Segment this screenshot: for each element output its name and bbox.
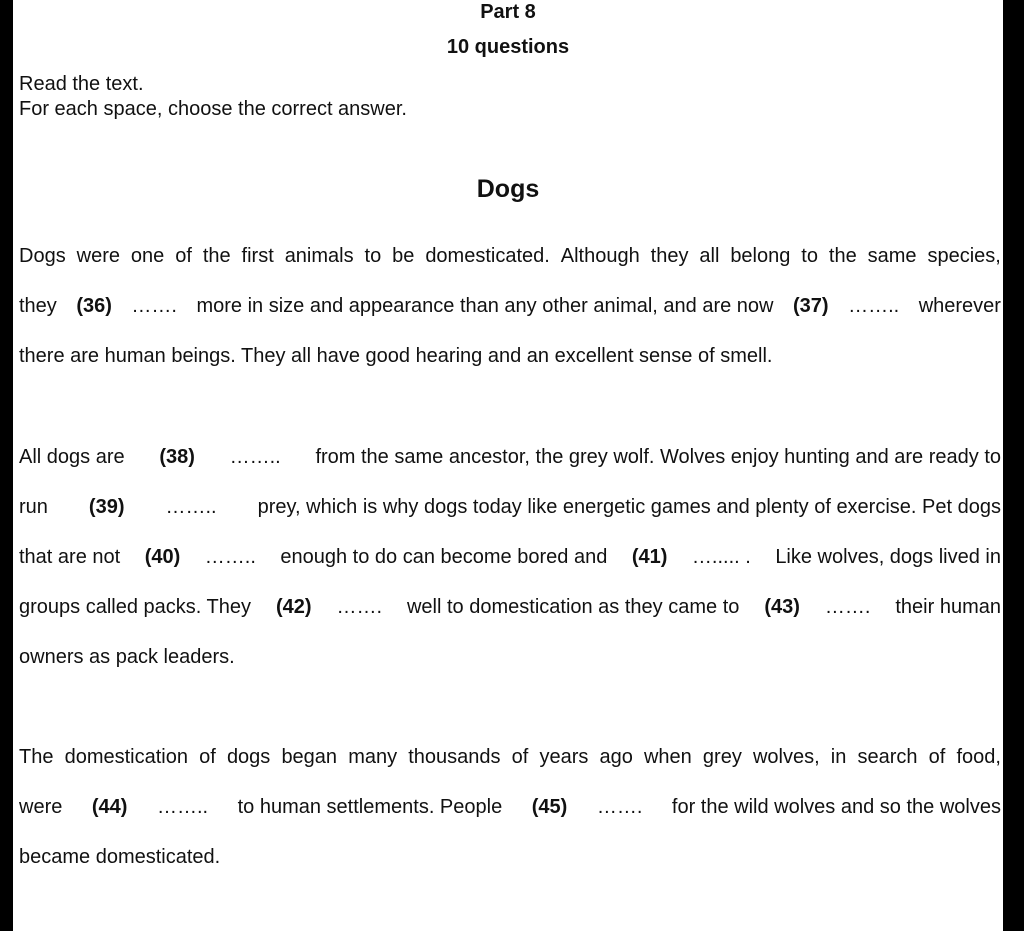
text-line [19,242,1001,270]
text-segment: their human [895,596,1001,618]
text-word: of [175,245,192,267]
text-line [19,593,1001,621]
gap-number: (44) [91,796,128,818]
text-line [19,292,1001,320]
gap-number: (36) [76,295,112,317]
text-segment: that are not [19,546,121,568]
text-segment: All dogs are [19,446,125,468]
text-word: animals [284,245,354,267]
text-word: domestication [64,746,188,768]
text-word: same [867,245,917,267]
text-word: began [281,746,338,768]
text-word: they [650,245,689,267]
worksheet-page [13,0,1003,931]
instruction-line: Read the text. [19,73,144,95]
text-word: in [830,746,847,768]
text-word: ago [599,746,633,768]
text-segment: for the wild wolves and so the wolves [671,796,1001,818]
text-segment: wherever [918,295,1001,317]
text-line [19,793,1001,821]
instruction-line: For each space, choose the correct answer. [19,98,407,120]
text-segment: run [19,496,48,518]
answer-gap[interactable]: …….. [848,295,900,317]
text-word: wolves, [752,746,820,768]
text-word: The [19,746,54,768]
answer-gap[interactable]: …….. [204,546,256,568]
text-word: search [857,746,918,768]
text-line: owners as pack leaders. [19,646,235,668]
text-word: to [801,245,818,267]
text-segment: Like wolves, dogs lived in [775,546,1001,568]
gap-number: (37) [792,295,829,317]
answer-gap[interactable]: ……. [131,295,177,317]
text-segment: groups called packs. They [19,596,251,618]
text-segment: enough to do can become bored and [280,546,608,568]
text-word: thousands [408,746,501,768]
question-count: 10 questions [446,36,570,58]
text-segment: to human settlements. People [237,796,503,818]
answer-gap[interactable]: ……. [824,596,871,618]
answer-gap[interactable]: …….. [156,796,209,818]
part-label: Part 8 [480,1,536,23]
text-word: the [828,245,857,267]
text-line [19,743,1001,771]
text-segment: from the same ancestor, the grey wolf. Wolves enjoy hunting and are ready to [315,446,1001,468]
text-word: grey [702,746,742,768]
text-word: species, [927,245,1001,267]
text-word: when [643,746,692,768]
text-word: belong [730,245,791,267]
answer-gap[interactable]: …….. [229,446,281,468]
text-word: many [348,746,398,768]
answer-gap[interactable]: ……. [596,796,643,818]
text-line [19,543,1001,571]
gap-number: (39) [88,496,125,518]
text-word: be [392,245,415,267]
text-line: became domesticated. [19,846,221,868]
gap-number: (40) [144,546,181,568]
text-word: first [241,245,274,267]
text-word: the [202,245,231,267]
text-word: domesticated. [425,245,550,267]
text-word: to [364,245,382,267]
gap-number: (45) [531,796,568,818]
gap-number: (41) [631,546,668,568]
text-line [19,443,1001,471]
instructions [19,72,407,122]
text-word: were [76,245,120,267]
text-segment: more in size and appearance than any other animal, and are now [196,295,774,317]
text-word: of [199,746,216,768]
text-word: food, [956,746,1001,768]
gap-number: (38) [159,446,195,468]
text-segment: were [19,796,63,818]
text-line: there are human beings. They all have good hearing and an excellent sense of smell. [19,345,773,367]
text-word: Although [560,245,640,267]
text-word: of [928,746,946,768]
article-title: Dogs [476,175,540,203]
text-word: all [699,245,720,267]
gap-number: (43) [764,596,800,618]
text-word: years [539,746,589,768]
answer-gap[interactable]: …….. [165,496,217,518]
text-segment: they [19,295,57,317]
text-word: of [511,746,529,768]
gap-number: (42) [275,596,312,618]
text-word: dogs [226,746,271,768]
text-line [19,493,1001,521]
text-word: Dogs [19,245,66,267]
text-segment: prey, which is why dogs today like energetic games and plenty of exercise. Pet dogs [257,496,1001,518]
answer-gap[interactable]: ……. [336,596,383,618]
text-segment: well to domestication as they came to [406,596,740,618]
answer-gap[interactable]: …..... . [691,546,751,568]
text-word: one [130,245,165,267]
